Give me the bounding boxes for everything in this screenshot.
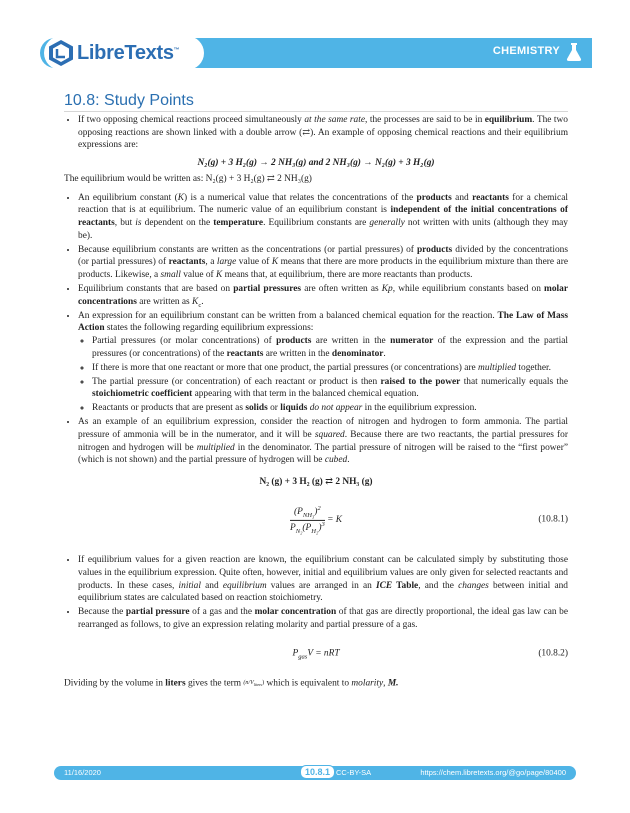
footer-url-link[interactable]: https://chem.libretexts.org/@go/page/80400 [420, 767, 566, 777]
list-item: ◦ Partial pressures (or molar concentrations) of products are written in the numerator of the expression and the partial pressures (or concentrations) of the reactants are written in the denominator. [92, 335, 568, 360]
mass-action-sublist [78, 335, 568, 415]
page-title: 10.8: Study Points [64, 92, 194, 109]
bullet-list-1 [64, 114, 568, 152]
bullet-list-3 [64, 554, 568, 631]
libretexts-hexagon-icon [48, 39, 74, 67]
footer-license[interactable]: CC-BY-SA [336, 767, 372, 777]
equation-number: (10.8.1) [538, 515, 568, 526]
equation-number: (10.8.2) [538, 648, 568, 659]
footer-page-number: 10.8.1 [300, 765, 335, 779]
main-content [64, 114, 568, 690]
title-divider [64, 111, 568, 112]
page-footer [54, 766, 576, 780]
list-item: ◦ Reactants or products that are present as solids or liquids do not appear in the equilibrium expression. [92, 402, 568, 415]
equation-pair: N₂(g) + 3 H₂(g) → 2 NH₃(g) and 2 NH₃(g) → N₂(g) + 3 H₂(g) [197, 158, 435, 169]
list-item: ◦ The partial pressure (or concentration) of each reactant or product is then raised to the power that numerically equals the stoichiometric coefficient appearing with that term in the balanced chemical equation. [92, 376, 568, 401]
subject-label[interactable]: CHEMISTRY [492, 45, 560, 57]
list-item: • Because equilibrium constants are written as the concentrations (or partial pressures) of products divided by the concentrations (or partial pressures) of reactants, a large value of K means that there are more products in the equilibrium mixture than there are products. Likewise, a small value of K means that, at equilibrium, there are more reactants than products. [78, 244, 568, 282]
list-item: • Equilibrium constants that are based on partial pressures are often written as Kp, while equilibrium constants based on molar concentrations are written as $K_c$. [78, 283, 568, 308]
footer-date: 11/16/2020 [64, 767, 101, 777]
ammonia-equation: N₂ (g) + 3 H₂ (g) ⇄ 2 NH₃ (g) [259, 477, 373, 488]
equation-10-8-1 [64, 496, 568, 544]
bullet-list-2 [64, 192, 568, 467]
logo-wordmark: LibreTexts™ [77, 41, 180, 64]
libretexts-logo[interactable] [44, 36, 204, 70]
page-header [0, 0, 630, 84]
list-item: • An equilibrium constant (K) is a numerical value that relates the concentrations of the products and reactants for a chemical reaction that is at equilibrium. The numeric value of an equilibrium constant is independent of the initial concentrations of reactants, but is dependent on the temperature. Equilibrium constants are generally not written with units (although they may be). [78, 192, 568, 242]
equilibrium-expression: $\frac{(P_{NH_3})^2}{P_{N_2}(P_{H_2})^3}$ = K [289, 505, 343, 535]
list-item: • Because the partial pressure of a gas and the molar concentration of that gas are directly proportional, the ideal gas law can be rearranged as follows, to give an expression relating molarity and partial pressure of a gas. [78, 606, 568, 631]
equation-10-8-2 [64, 633, 568, 675]
list-item: • If equilibrium values for a given reaction are known, the equilibrium constant can be calculated simply by substituting those values in the equilibrium expression. Quite often, however, initial and equilibrium values are only given for selected reactants and products. In these cases, initial and equilibrium values are arranged in an ICE Table, and the changes between initial and equilibrium states are calculated based on reaction stoichiometry. [78, 554, 568, 604]
list-item: • If two opposing chemical reactions proceed simultaneously at the same rate, the processes are said to be in equilibrium. The two opposing reactions are shown linked with a double arrow (⇄). An example of opposing chemical reactions and their equilibrium expressions are: [78, 114, 568, 152]
list-item: • An expression for an equilibrium constant can be written from a balanced chemical equation for the reaction. The Law of Mass Action states the following regarding equilibrium expressions: ◦ Partial pressures (or molar concentrations) of products are written in the numerator of the expression and the partial pressures (or concentrations) of the reactants are written in the denominator. ◦ If there is more that one reactant or more that one product, the partial pressures (or concentrations) are multiplied together. ◦ The partial pressure (or concentration) of each reactant or product is then raised to the power that numerically equals the stoichiometric coefficient appearing with that term in the balanced chemical equation. ◦ Reactants or products that are present as solids or liquids do not appear in the equilibrium expression. [78, 310, 568, 415]
flask-icon [566, 42, 582, 62]
equilibrium-written-as: The equilibrium would be written as: N₂(g) + 3 H₂(g) ⇄ 2 NH₃(g) [64, 174, 312, 185]
list-item: • As an example of an equilibrium expression, consider the reaction of nitrogen and hydrogen to form ammonia. The partial pressure of ammonia will be in the numerator, and it will be squared. Because there are two reactants, the partial pressures for nitrogen and hydrogen will be multiplied in the denominator. The partial pressure of nitrogen will be raised to the “first power” (which is not shown) and the partial pressure of hydrogen will be cubed. [78, 416, 568, 466]
dividing-by-volume: Dividing by the volume in liters gives the term $(n/V_{liters})$ which is equivalent to molarity, M. [64, 678, 399, 689]
list-item: ◦ If there is more that one reactant or more that one product, the partial pressures (or concentrations) are multiplied together. [92, 362, 568, 375]
ideal-gas-law: $P_{gas}V$ = nRT [292, 648, 340, 661]
